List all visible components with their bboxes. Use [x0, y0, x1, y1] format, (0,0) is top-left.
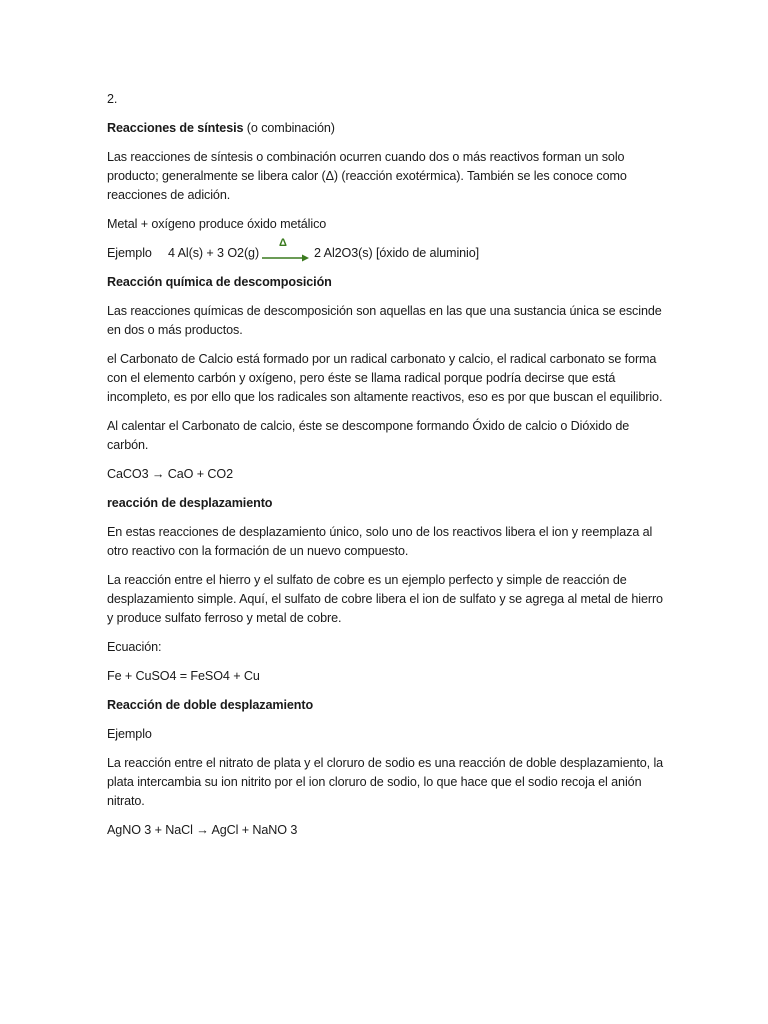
double-displacement-equation: AgNO 3 + NaCl → AgCl + NaNO 3: [107, 823, 298, 837]
double-displacement-heading: Reacción de doble desplazamiento: [107, 698, 314, 712]
synthesis-heading-bold: Reacciones de síntesis: [107, 121, 244, 135]
reaction-arrow: [262, 237, 310, 263]
displacement-paragraph-2: La reacción entre el hierro y el sulfato de cobre es un ejemplo perfecto y simple de reacción de desplazamiento simple. Aquí, el sulfato de cobre libera el ion de sulfato y se agrega al metal de hierro y produce sulfato ferroso y metal de cobre.: [107, 573, 663, 625]
decomposition-heading: Reacción química de descomposición: [107, 275, 332, 289]
equation-label: Ecuación:: [107, 640, 162, 654]
delta-symbol: Δ: [279, 237, 287, 249]
double-displacement-label: Ejemplo: [107, 727, 152, 741]
synthesis-heading: [107, 119, 667, 138]
synthesis-rule: Metal + oxígeno produce óxido metálico: [107, 217, 327, 231]
decomposition-equation: CaCO3 → CaO + CO2: [107, 467, 234, 481]
example-reactants: 4 Al(s) + 3 O2(g): [168, 246, 260, 260]
section-number: 2.: [107, 92, 118, 106]
displacement-paragraph-1: En estas reacciones de desplazamiento único, solo uno de los reactivos libera el ion y reemplaza al otro reactivo con la formación de un nuevo compuesto.: [107, 525, 653, 558]
displacement-equation: Fe + CuSO4 = FeSO4 + Cu: [107, 669, 260, 683]
displacement-heading: reacción de desplazamiento: [107, 496, 273, 510]
example-label: Ejemplo: [107, 246, 152, 260]
example-products: 2 Al2O3(s) [óxido de aluminio]: [314, 246, 480, 260]
synthesis-paragraph: Las reacciones de síntesis o combinación ocurren cuando dos o más reactivos forman un solo producto; generalmente se libera calor (Δ) (reacción exotérmica). También se les conoce como reacciones de adición.: [107, 150, 627, 202]
decomposition-paragraph-2: el Carbonato de Calcio está formado por un radical carbonato y calcio, el radical carbonato se forma con el elemento carbón y oxígeno, pero éste se llama radical porque podría decirse que está incompleto, es por ello que los radicales son altamente reactivos, eso es por que buscan el equilibrio.: [107, 352, 663, 404]
double-displacement-paragraph: La reacción entre el nitrato de plata y el cloruro de sodio es una reacción de doble desplazamiento, la plata intercambia su ion nitrito por el ion cloruro de sodio, lo que hace que el sodio recoja el anión nitrato.: [107, 756, 664, 808]
synthesis-example: [107, 237, 667, 263]
document-page: [107, 90, 667, 850]
arrow-icon: [262, 244, 310, 263]
decomposition-paragraph-3: Al calentar el Carbonato de calcio, éste se descompone formando Óxido de calcio o Dióxido de carbón.: [107, 419, 630, 452]
decomposition-paragraph-1: Las reacciones químicas de descomposición son aquellas en las que una sustancia única se escinde en dos o más productos.: [107, 304, 662, 337]
synthesis-heading-rest: (o combinación): [243, 121, 335, 135]
